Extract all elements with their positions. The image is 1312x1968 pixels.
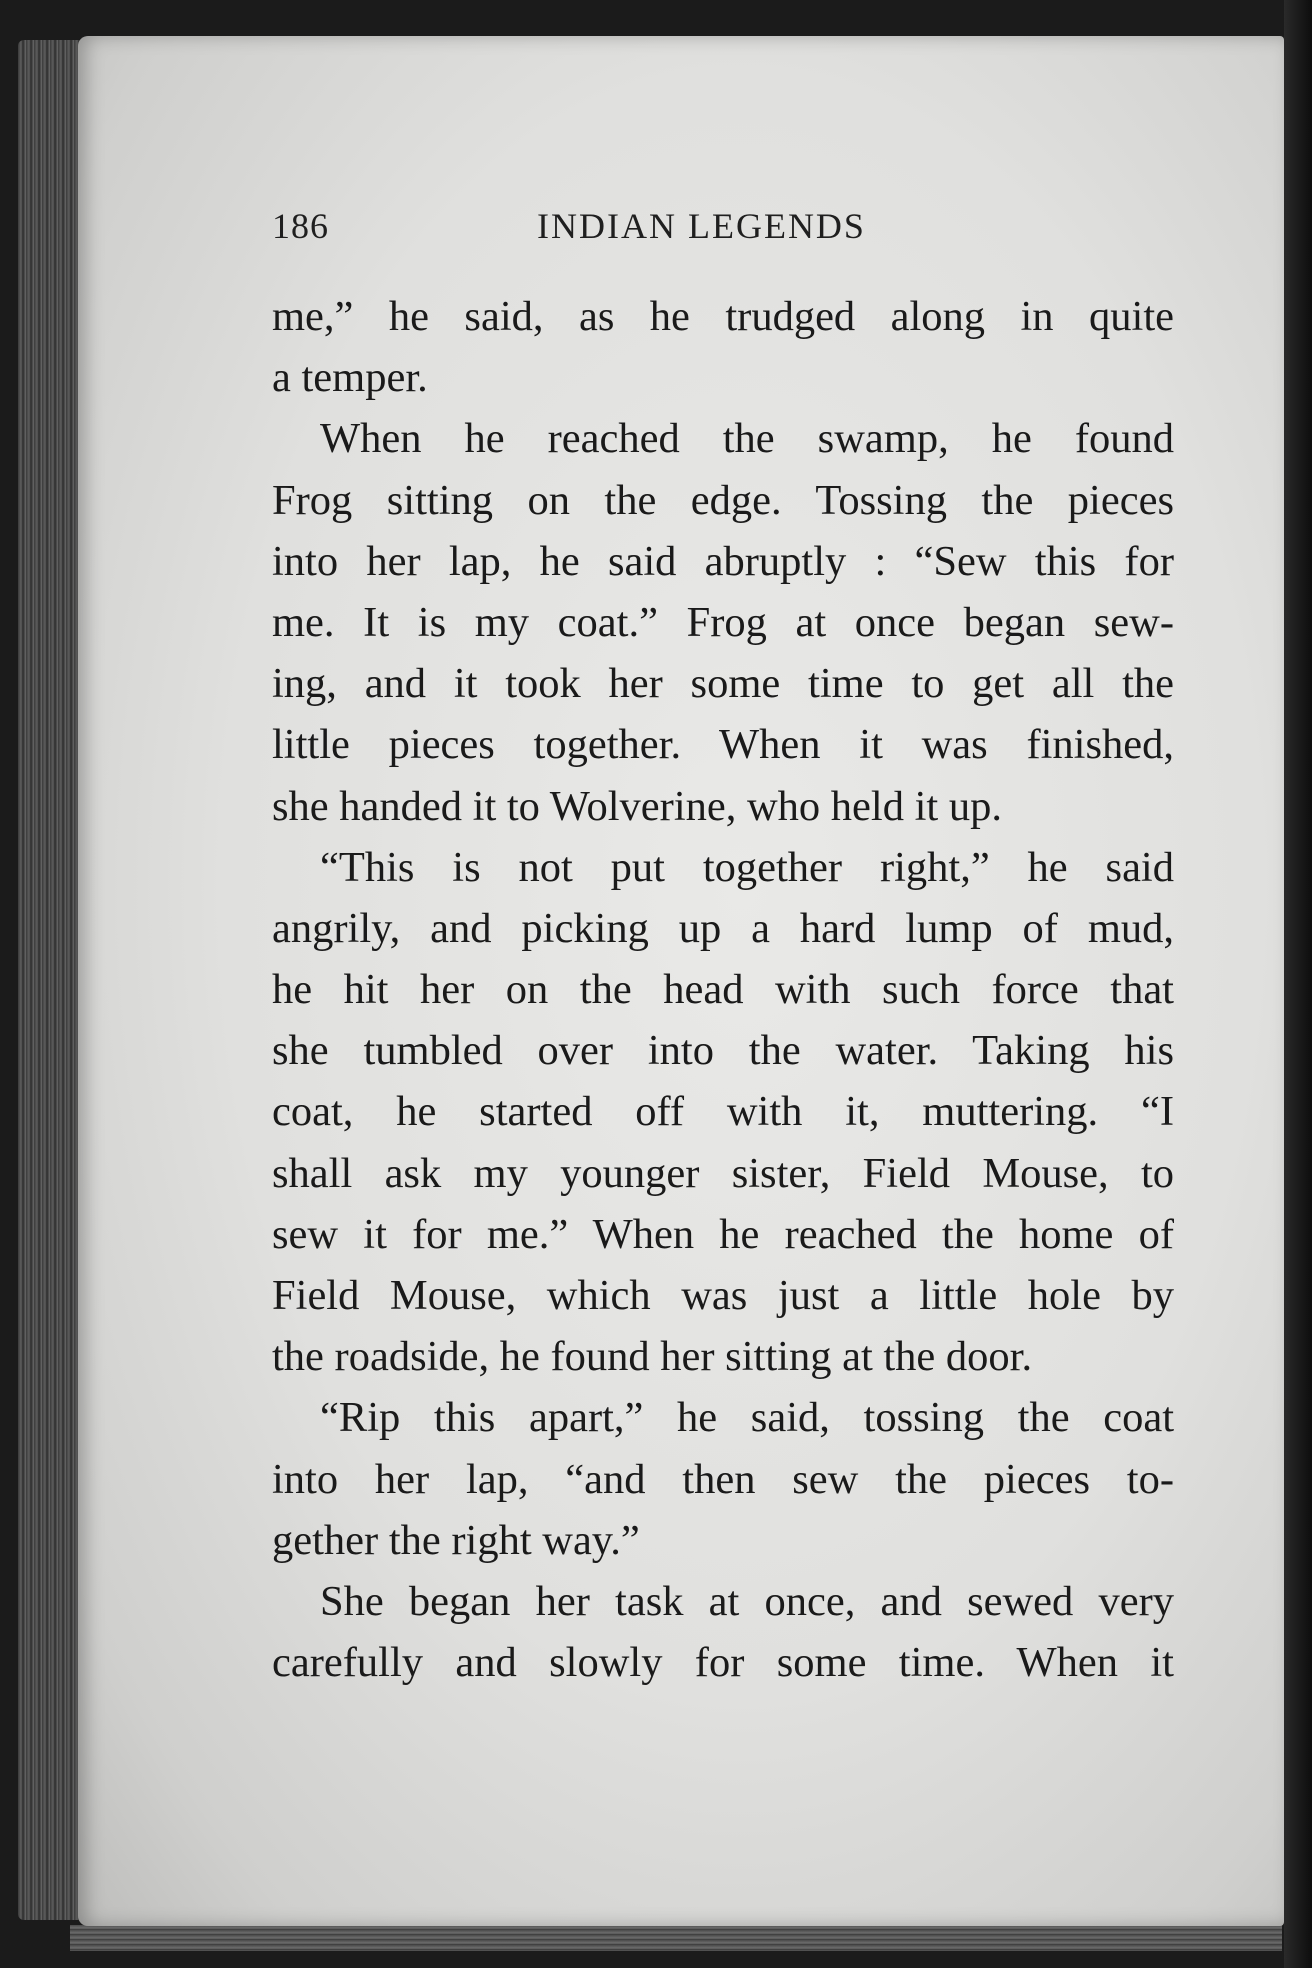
text-line: When he reached the swamp, he found [320, 415, 1174, 463]
body-text [272, 286, 1174, 1693]
text-line: ing, and it took her some time to get all the [272, 660, 1174, 708]
text-line: She began her task at once, and sewed very [320, 1577, 1174, 1625]
text-line: carefully and slowly for some time. When it [272, 1639, 1174, 1687]
text-line: into her lap, he said abruptly : “Sew this for [272, 537, 1174, 585]
text-line: angrily, and picking up a hard lump of mud, [272, 904, 1174, 952]
text-line: “Rip this apart,” he said, tossing the coat [320, 1394, 1174, 1442]
text-line: he hit her on the head with such force that [272, 966, 1174, 1014]
text-line: me,” he said, as he trudged along in quite [272, 293, 1174, 340]
binding-shadow [1284, 0, 1312, 1968]
text-line: she handed it to Wolverine, who held it up. [272, 782, 1002, 830]
text-line: me. It is my coat.” Frog at once began sew- [272, 598, 1174, 646]
page-header [272, 205, 1172, 265]
running-head: INDIAN LEGENDS [537, 206, 866, 246]
text-line: into her lap, “and then sew the pieces to- [272, 1455, 1174, 1503]
page-number: 186 [272, 206, 329, 246]
text-line: Field Mouse, which was just a little hole by [272, 1272, 1174, 1319]
text-line: she tumbled over into the water. Taking his [272, 1027, 1174, 1075]
text-line: coat, he started off with it, muttering. “I [272, 1088, 1174, 1136]
text-line: little pieces together. When it was finished, [272, 721, 1174, 769]
text-line: shall ask my younger sister, Field Mouse, to [272, 1149, 1174, 1197]
text-line: gether the right way.” [272, 1516, 640, 1564]
text-line: Frog sitting on the edge. Tossing the pieces [272, 476, 1174, 524]
text-line: sew it for me.” When he reached the home of [272, 1210, 1174, 1258]
text-line: “This is not put together right,” he said [320, 843, 1174, 891]
page-bottom-edge [70, 1925, 1282, 1951]
text-line: a temper. [272, 354, 428, 402]
text-line: the roadside, he found her sitting at the door. [272, 1333, 1033, 1381]
